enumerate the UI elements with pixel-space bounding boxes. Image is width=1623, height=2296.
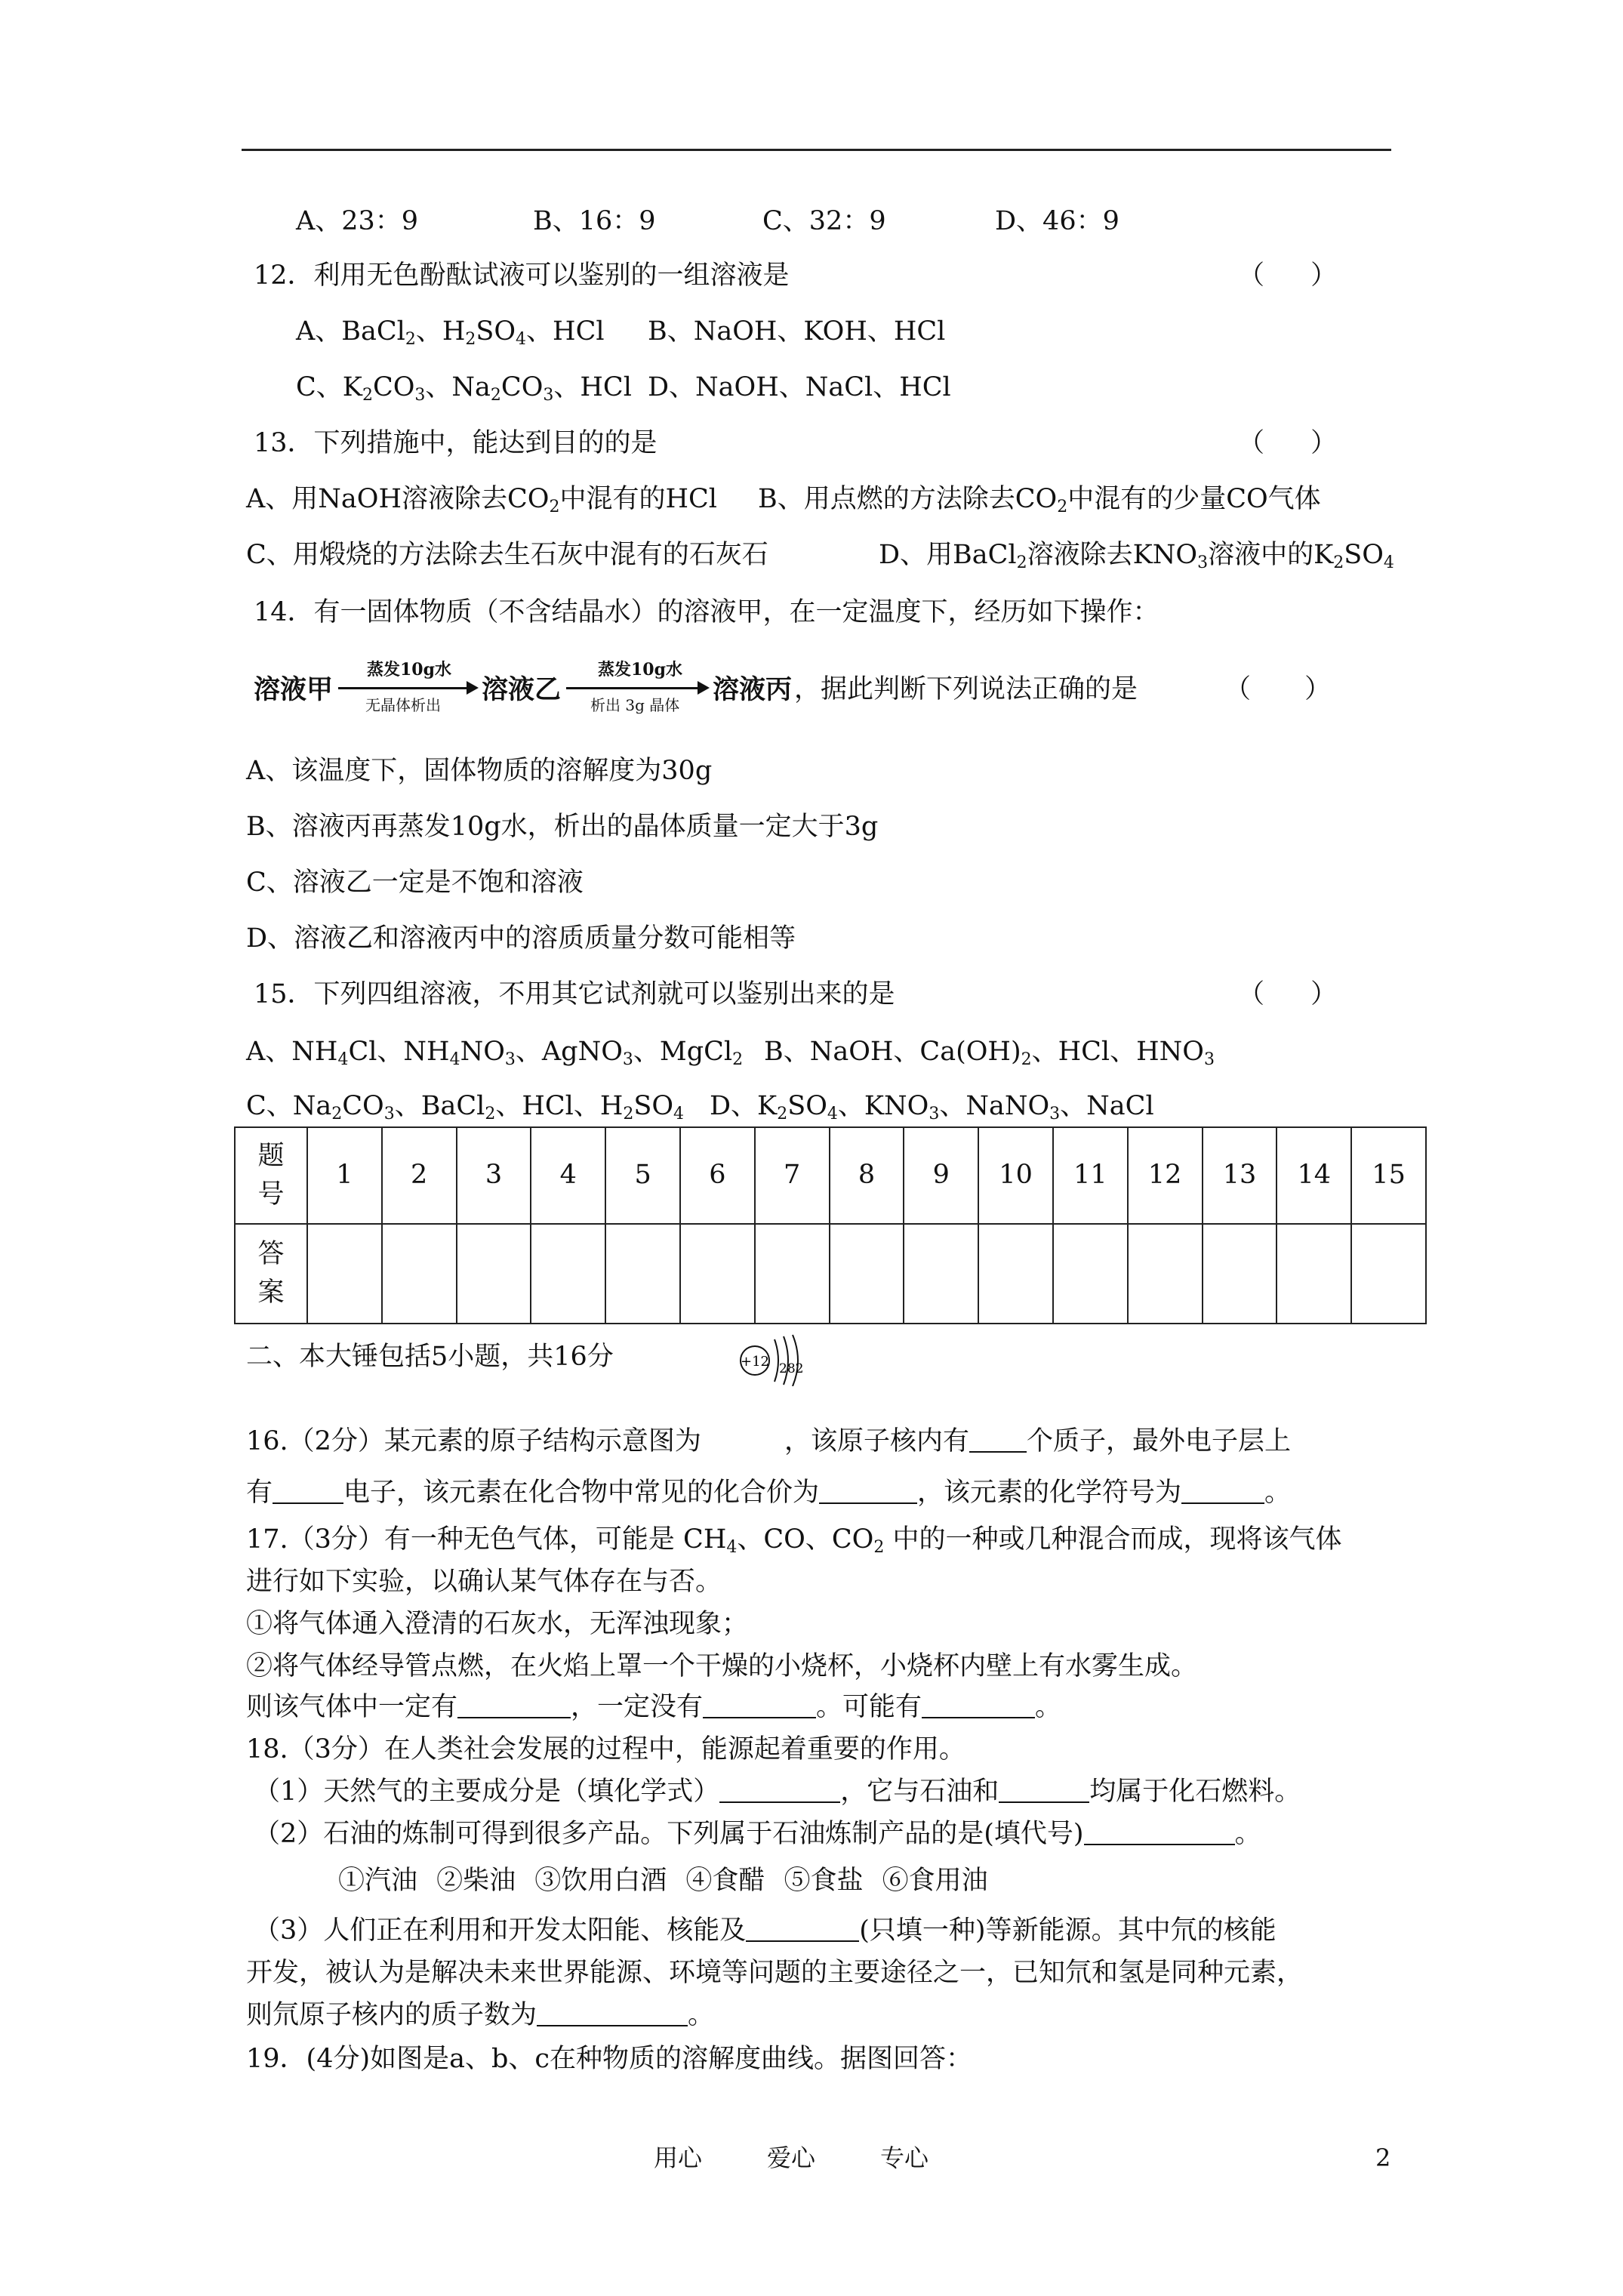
q18-blank-formula[interactable]: [719, 1779, 840, 1803]
q16-text-c: 个质子，最外电子层上: [1026, 1426, 1291, 1456]
q18-blank-fuel[interactable]: [999, 1779, 1089, 1803]
question-number-cell: 4: [531, 1127, 605, 1224]
q15-stem: 15．下列四组溶液，不用其它试剂就可以鉴别出来的是: [254, 979, 895, 1009]
q17-blank-absent[interactable]: [703, 1694, 816, 1718]
q18-p1-text-c: 均属于化石燃料。: [1089, 1777, 1301, 1807]
q17-blank-possible[interactable]: [922, 1694, 1035, 1718]
answer-cell[interactable]: [978, 1224, 1053, 1324]
q18-part-1: [254, 1776, 1301, 1809]
flow-arrow-2: [566, 687, 707, 689]
q18-part-3: [254, 1915, 1277, 1948]
page-number: 2: [1375, 2143, 1391, 2172]
flow-arrow-1: [338, 687, 476, 689]
q14-answer-paren: （ ）: [1224, 674, 1332, 704]
footer-left: 用心: [654, 2143, 703, 2172]
answer-table-answer-row: [235, 1224, 1426, 1324]
q17-conclusion: [246, 1691, 1061, 1724]
atom-shells-label: 282: [779, 1361, 804, 1376]
q17-text-b: ，一定没有: [571, 1692, 704, 1722]
q18-p1-text-a: （1）天然气的主要成分是（填化学式）: [254, 1777, 720, 1807]
flow-step1-note: 无晶体析出: [365, 696, 441, 714]
question-number-cell: 15: [1351, 1127, 1426, 1224]
q18-part-3-line-2: 开发，被认为是解决未来世界能源、环境等问题的主要途径之一，已知氘和氢是同种元素，: [246, 1958, 1304, 1988]
q18-p2-text-b: 。: [1234, 1819, 1261, 1849]
q11-option-a: A、23：9: [296, 206, 419, 236]
flow-step1-label: 蒸发10g水: [367, 660, 451, 680]
question-number-cell: 12: [1128, 1127, 1203, 1224]
q12-option-d: D、NaOH、NaCl、HCl: [648, 372, 951, 402]
q16-line-2: [246, 1477, 1291, 1510]
q18-blank-products[interactable]: [1084, 1821, 1235, 1845]
q15-option-b: B、NaOH、$Ca(OH)_2$、HCl、$HNO_3$: [764, 1037, 1215, 1069]
question-number-cell: 2: [382, 1127, 457, 1224]
answer-cell[interactable]: [605, 1224, 680, 1324]
flow-step2-label: 蒸发10g水: [598, 660, 682, 680]
answer-cell[interactable]: [382, 1224, 457, 1324]
q17-step-1: ①将气体通入澄清的石灰水，无浑浊现象；: [246, 1609, 749, 1639]
q16-text-d: 有: [246, 1478, 273, 1508]
q17-step-2: ②将气体经导管点燃，在火焰上罩一个干燥的小烧杯，小烧杯内壁上有水雾生成。: [246, 1651, 1198, 1681]
q13-option-c: C、用煅烧的方法除去生石灰中混有的石灰石: [246, 540, 768, 570]
q16-blank-electrons[interactable]: [273, 1480, 343, 1504]
answer-table-header-answer: [235, 1224, 307, 1324]
answer-cell[interactable]: [307, 1224, 382, 1324]
header-number-label: 题号: [257, 1141, 285, 1210]
q16-line-1: [246, 1425, 1291, 1459]
q13-option-a: A、用NaOH溶液除去$CO_2$中混有的HCl: [246, 484, 717, 516]
question-number-cell: 3: [457, 1127, 531, 1224]
footer-right: 专心: [880, 2143, 929, 2172]
question-number-cell: 13: [1203, 1127, 1277, 1224]
q18-p2-text-a: （2）石油的炼制可得到很多产品。下列属于石油炼制产品的是(填代号): [254, 1819, 1084, 1849]
q18-stem: 18.（3分）在人类社会发展的过程中，能源起着重要的作用。: [246, 1734, 965, 1764]
question-number-cell: 9: [904, 1127, 978, 1224]
q18-part-2: [254, 1818, 1261, 1851]
q14-stem-continued: ，据此判断下列说法正确的是: [794, 674, 1138, 704]
atom-nucleus-label: +12: [741, 1354, 769, 1370]
answer-cell[interactable]: [1277, 1224, 1351, 1324]
q12-answer-paren: （ ）: [1238, 260, 1338, 291]
q18-p3-text-c: 则氘原子核内的质子数为: [246, 2000, 537, 2030]
answer-cell[interactable]: [1203, 1224, 1277, 1324]
answer-cell[interactable]: [755, 1224, 830, 1324]
q11-option-b: B、16：9: [533, 206, 656, 236]
q18-part-3-line-3: [246, 1999, 714, 2032]
q18-p3-text-d: 。: [688, 2000, 715, 2030]
answer-cell[interactable]: [904, 1224, 978, 1324]
answer-cell[interactable]: [1351, 1224, 1426, 1324]
question-number-cell: 1: [307, 1127, 382, 1224]
footer-middle: 爱心: [767, 2143, 816, 2172]
header-answer-label: 答案: [257, 1239, 285, 1308]
q18-p3-text-a: （3）人们正在利用和开发太阳能、核能及: [254, 1915, 747, 1946]
answer-cell[interactable]: [830, 1224, 904, 1324]
flow-step2-note: 析出 3g 晶体: [590, 696, 680, 714]
q14-option-d: D、溶液乙和溶液丙中的溶质质量分数可能相等: [246, 923, 796, 954]
q16-blank-protons[interactable]: [969, 1428, 1027, 1453]
atom-structure-diagram: [731, 1332, 821, 1386]
q14-option-b: B、溶液丙再蒸发10g水，析出的晶体质量一定大于3g: [246, 812, 879, 842]
q11-option-c: C、32：9: [762, 206, 886, 236]
q18-p3-text-b: (只填一种)等新能源。其中氘的核能: [859, 1915, 1277, 1946]
q16-text-g: 。: [1264, 1478, 1292, 1508]
answer-table: [234, 1126, 1427, 1324]
answer-table-header-number: [235, 1127, 307, 1224]
answer-cell[interactable]: [1053, 1224, 1128, 1324]
q13-stem: 13．下列措施中，能达到目的的是: [254, 428, 658, 458]
q18-p1-text-b: ，它与石油和: [840, 1777, 999, 1807]
q15-answer-paren: （ ）: [1238, 979, 1338, 1009]
answer-table-number-row: [235, 1127, 1426, 1224]
q13-answer-paren: （ ）: [1238, 428, 1338, 458]
q14-option-a: A、该温度下，固体物质的溶解度为30g: [246, 756, 713, 786]
q17-line-1: 17.（3分）有一种无色气体，可能是 $CH_4$、CO、$CO_2$ 中的一种或几种混合而成，现将该气体: [246, 1524, 1342, 1557]
section-2-heading: 二、本大锤包括5小题，共16分: [246, 1342, 614, 1372]
q13-option-b: B、用点燃的方法除去$CO_2$中混有的少量CO气体: [758, 484, 1321, 516]
q17-text-a: 则该气体中一定有: [246, 1692, 458, 1722]
q15-option-a: A、$NH_4Cl$、$NH_4NO_3$、AgNO$_3$、MgCl$_2$: [246, 1037, 744, 1069]
question-number-cell: 14: [1277, 1127, 1351, 1224]
q18-blank-protons[interactable]: [537, 2002, 688, 2026]
q16-text-f: ，该元素的化学符号为: [917, 1478, 1182, 1508]
q15-option-d: D、$K_2SO_4$、$KNO_3$、NaNO$_3$、NaCl: [710, 1091, 1154, 1123]
question-number-cell: 11: [1053, 1127, 1128, 1224]
q18-item-list: ①汽油 ②柴油 ③饮用白酒 ④食醋 ⑤食盐 ⑥食用油: [338, 1866, 988, 1896]
q19-stem: 19．(4分)如图是a、b、c在种物质的溶解度曲线。据图回答：: [246, 2044, 972, 2074]
q14-flow-diagram: [254, 660, 1386, 757]
q12-option-b: B、NaOH、KOH、HCl: [648, 316, 946, 347]
q11-option-d: D、46：9: [995, 206, 1119, 236]
question-number-cell: 10: [978, 1127, 1053, 1224]
q14-stem: 14．有一固体物质（不含结晶水）的溶液甲，在一定温度下，经历如下操作：: [254, 597, 1160, 627]
q13-option-d: D、用BaCl$_2$溶液除去$KNO_3$溶液中的$K_2SO_4$: [879, 540, 1394, 572]
answer-cell[interactable]: [680, 1224, 755, 1324]
answer-cell[interactable]: [457, 1224, 531, 1324]
question-number-cell: 5: [605, 1127, 680, 1224]
header-rule: [242, 149, 1391, 151]
q14-option-c: C、溶液乙一定是不饱和溶液: [246, 868, 584, 898]
flow-solution-c: 溶液丙: [713, 674, 793, 705]
answer-cell[interactable]: [531, 1224, 605, 1324]
q16-blank-valence[interactable]: [819, 1480, 917, 1504]
q16-text-e: 电子，该元素在化合物中常见的化合价为: [343, 1478, 820, 1508]
question-number-cell: 8: [830, 1127, 904, 1224]
q16-text-a: 16.（2分）某元素的原子结构示意图为: [246, 1426, 701, 1456]
flow-solution-b: 溶液乙: [482, 674, 562, 705]
q17-text-d: 。: [1035, 1692, 1062, 1722]
q15-option-c: C、$Na_2CO_3$、BaCl$_2$、HCl、$H_2SO_4$: [246, 1091, 685, 1123]
q17-text-c: 。可能有: [816, 1692, 922, 1722]
q12-option-c: C、$K_2CO_3$、$Na_2CO_3$、HCl: [296, 372, 632, 405]
q12-stem: 12．利用无色酚酞试液可以鉴别的一组溶液是: [254, 260, 790, 291]
question-number-cell: 6: [680, 1127, 755, 1224]
q16-text-b: ，该原子核内有: [784, 1426, 969, 1456]
q12-option-a: A、BaCl$_2$、$H_2SO_4$、HCl: [296, 316, 605, 349]
question-number-cell: 7: [755, 1127, 830, 1224]
q17-blank-present[interactable]: [457, 1694, 571, 1718]
q16-blank-symbol[interactable]: [1181, 1480, 1264, 1504]
q17-line-2: 进行如下实验，以确认某气体存在与否。: [246, 1567, 722, 1597]
q18-blank-energy[interactable]: [746, 1918, 859, 1942]
flow-solution-a: 溶液甲: [254, 674, 334, 705]
answer-cell[interactable]: [1128, 1224, 1203, 1324]
